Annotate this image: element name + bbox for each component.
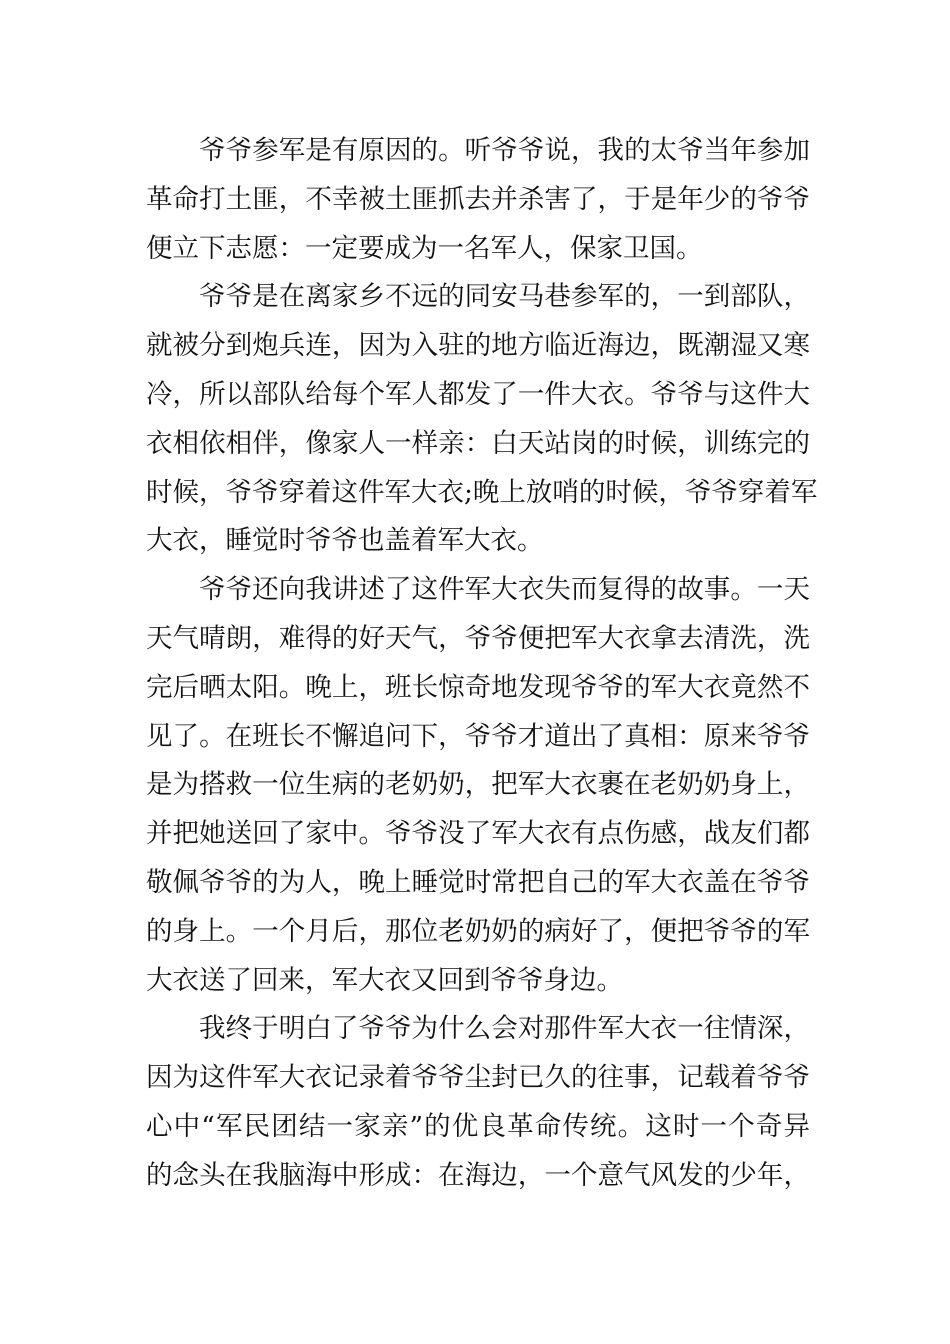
paragraph-4 (146, 1005, 810, 1200)
paragraph-1 (146, 127, 810, 273)
text-line: 并把她送回了家中。爷爷没了军大衣有点伤感，战友们都 (146, 818, 810, 850)
text-line: 因为这件军大衣记录着爷爷尘封已久的往事，记载着爷爷 (146, 1062, 810, 1094)
text-line: 天气晴朗，难得的好天气，爷爷便把军大衣拿去清洗，洗 (146, 622, 810, 654)
text-line: 完后晒太阳。晚上，班长惊奇地发现爷爷的军大衣竟然不 (146, 671, 810, 703)
text-line: 我终于明白了爷爷为什么会对那件军大衣一往情深， (199, 1013, 810, 1045)
text-line: 时候，爷爷穿着这件军大衣;晚上放哨的时候，爷爷穿着军 (146, 476, 818, 508)
text-line: 见了。在班长不懈追问下，爷爷才道出了真相：原来爷爷 (146, 720, 810, 752)
text-line: 的身上。一个月后，那位老奶奶的病好了，便把爷爷的军 (146, 915, 810, 947)
text-line: 大衣，睡觉时爷爷也盖着军大衣。 (146, 525, 544, 557)
text-line: 大衣送了回来，军大衣又回到爷爷身边。 (146, 964, 623, 996)
text-line: 革命打土匪，不幸被土匪抓去并杀害了，于是年少的爷爷 (146, 183, 810, 215)
text-line: 衣相依相伴，像家人一样亲：白天站岗的时候，训练完的 (146, 427, 810, 459)
text-line: 是为搭救一位生病的老奶奶，把军大衣裹在老奶奶身上， (146, 769, 810, 801)
text-line: 心中“军民团结一家亲”的优良革命传统。这时一个奇异 (146, 1110, 810, 1142)
paragraph-3 (146, 566, 810, 1005)
text-line: 敬佩爷爷的为人，晚上睡觉时常把自己的军大衣盖在爷爷 (146, 866, 810, 898)
text-line: 爷爷还向我讲述了这件军大衣失而复得的故事。一天 (199, 574, 810, 606)
text-line: 就被分到炮兵连，因为入驻的地方临近海边，既潮湿又寒 (146, 330, 810, 362)
document-body (146, 127, 818, 1201)
text-line: 的念头在我脑海中形成：在海边，一个意气风发的少年， (146, 1159, 810, 1191)
paragraph-2 (146, 273, 818, 566)
text-line: 爷爷参军是有原因的。听爷爷说，我的太爷当年参加 (199, 135, 810, 166)
text-line: 便立下志愿：一定要成为一名军人，保家卫国。 (146, 232, 703, 264)
text-line: 爷爷是在离家乡不远的同安马巷参军的，一到部队， (199, 281, 810, 313)
text-line: 冷，所以部队给每个军人都发了一件大衣。爷爷与这件大 (146, 378, 810, 410)
